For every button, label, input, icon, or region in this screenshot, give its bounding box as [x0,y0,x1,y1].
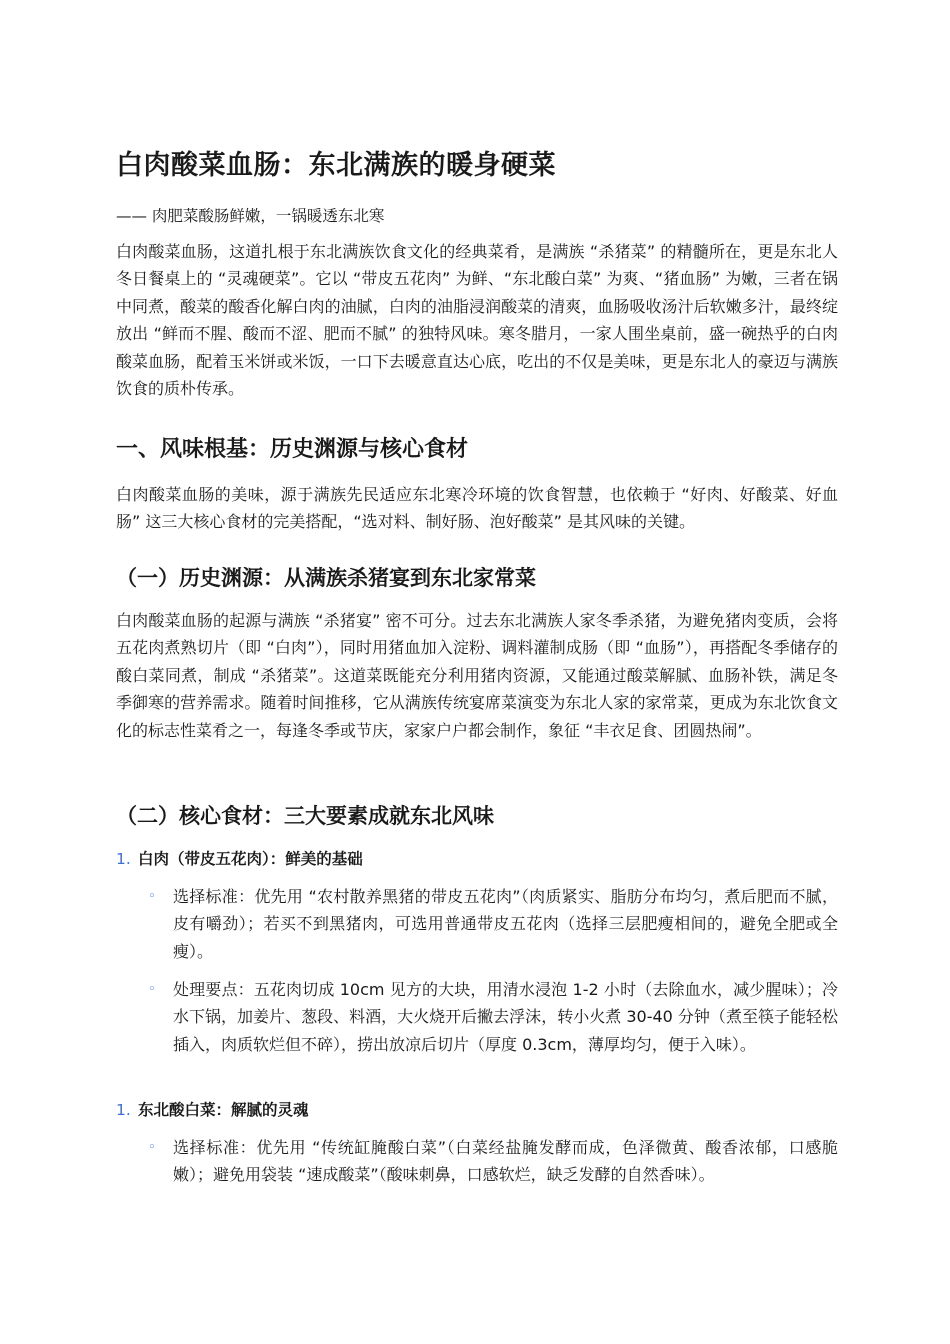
intro-paragraph: 白肉酸菜血肠，这道扎根于东北满族饮食文化的经典菜肴，是满族 “杀猪菜” 的精髓所在，更是东北人冬日餐桌上的 “灵魂硬菜”。它以 “带皮五花肉” 为鲜、“东北酸白菜” 为爽、“猪血肠” 为嫩，三者在锅中同煮，酸菜的酸香化解白肉的油腻，白肉的油脂浸润酸菜的清爽，血肠吸收汤汁后软嫩多汁，最终绽放出 “鲜而不腥、酸而不涩、肥而不腻” 的独特风味。寒冬腊月，一家人围坐桌前，盛一碗热乎的白肉酸菜血肠，配着玉米饼或米饭，一口下去暖意直达心底，吃出的不仅是美味，更是东北人的豪迈与满族饮食的质朴传承。 [116,242,838,399]
hollow-circle-bullet-icon: ◦ [148,1140,156,1155]
section-1-heading: 一、风味根基：历史渊源与核心食材 [116,437,469,462]
ingredient-item-pork [116,847,363,871]
page-title: 白肉酸菜血肠：东北满族的暖身硬菜 [116,150,556,181]
list-bullet-item [148,1134,838,1189]
page-subtitle: —— 肉肥菜酸肠鲜嫩，一锅暖透东北寒 [116,207,385,225]
list-bullet-item [148,883,838,965]
bullet-text: 选择标准：优先用 “传统缸腌酸白菜”（白菜经盐腌发酵而成，色泽微黄、酸香浓郁，口感脆嫩）；避免用袋装 “速成酸菜”（酸味刺鼻，口感软烂，缺乏发酵的自然香味）。 [173,1138,838,1185]
list-number: 1. [116,1101,131,1119]
ingredient-item-sauerkraut [116,1098,309,1122]
list-number: 1. [116,850,131,868]
hollow-circle-bullet-icon: ◦ [148,889,156,904]
bullet-text: 处理要点：五花肉切成 10cm 见方的大块，用清水浸泡 1-2 小时（去除血水，减少腥味）；冷水下锅，加姜片、葱段、料酒，大火烧开后撇去浮沫，转小火煮 30-40 分钟（煮至筷子能轻松插入，肉质软烂但不碎），捞出放凉后切片（厚度 0.3cm，薄厚均匀，便于入味）。 [173,980,838,1054]
bullet-text: 选择标准：优先用 “农村散养黑猪的带皮五花肉”（肉质紧实、脂肪分布均匀，煮后肥而不腻，皮有嚼劲）；若买不到黑猪肉，可选用普通带皮五花肉（选择三层肥瘦相间的，避免全肥或全瘦）。 [173,887,838,961]
ingredient-label: 东北酸白菜：解腻的灵魂 [138,1101,309,1119]
ingredient-label: 白肉（带皮五花肉）：鲜美的基础 [138,850,363,868]
subsection-1-heading: （一）历史渊源：从满族杀猪宴到东北家常菜 [116,566,536,590]
list-bullet-item [148,976,838,1058]
hollow-circle-bullet-icon: ◦ [148,982,156,997]
subsection-2-heading: （二）核心食材：三大要素成就东北风味 [116,804,494,828]
section-1-paragraph: 白肉酸菜血肠的美味，源于满族先民适应东北寒冷环境的饮食智慧，也依赖于 “好肉、好酸菜、好血肠” 这三大核心食材的完美搭配，“选对料、制好肠、泡好酸菜” 是其风味的关键。 [116,485,838,532]
subsection-1-paragraph: 白肉酸菜血肠的起源与满族 “杀猪宴” 密不可分。过去东北满族人家冬季杀猪，为避免猪肉变质，会将五花肉煮熟切片（即 “白肉”），同时用猪血加入淀粉、调料灌制成肠（即 “血肠”），再搭配冬季储存的酸白菜同煮，制成 “杀猪菜”。这道菜既能充分利用猪肉资源，又能通过酸菜解腻、血肠补铁，满足冬季御寒的营养需求。随着时间推移，它从满族传统宴席菜演变为东北人家的家常菜，更成为东北饮食文化的标志性菜肴之一，每逢冬季或节庆，家家户户都会制作，象征 “丰衣足食、团圆热闹”。 [116,611,838,740]
